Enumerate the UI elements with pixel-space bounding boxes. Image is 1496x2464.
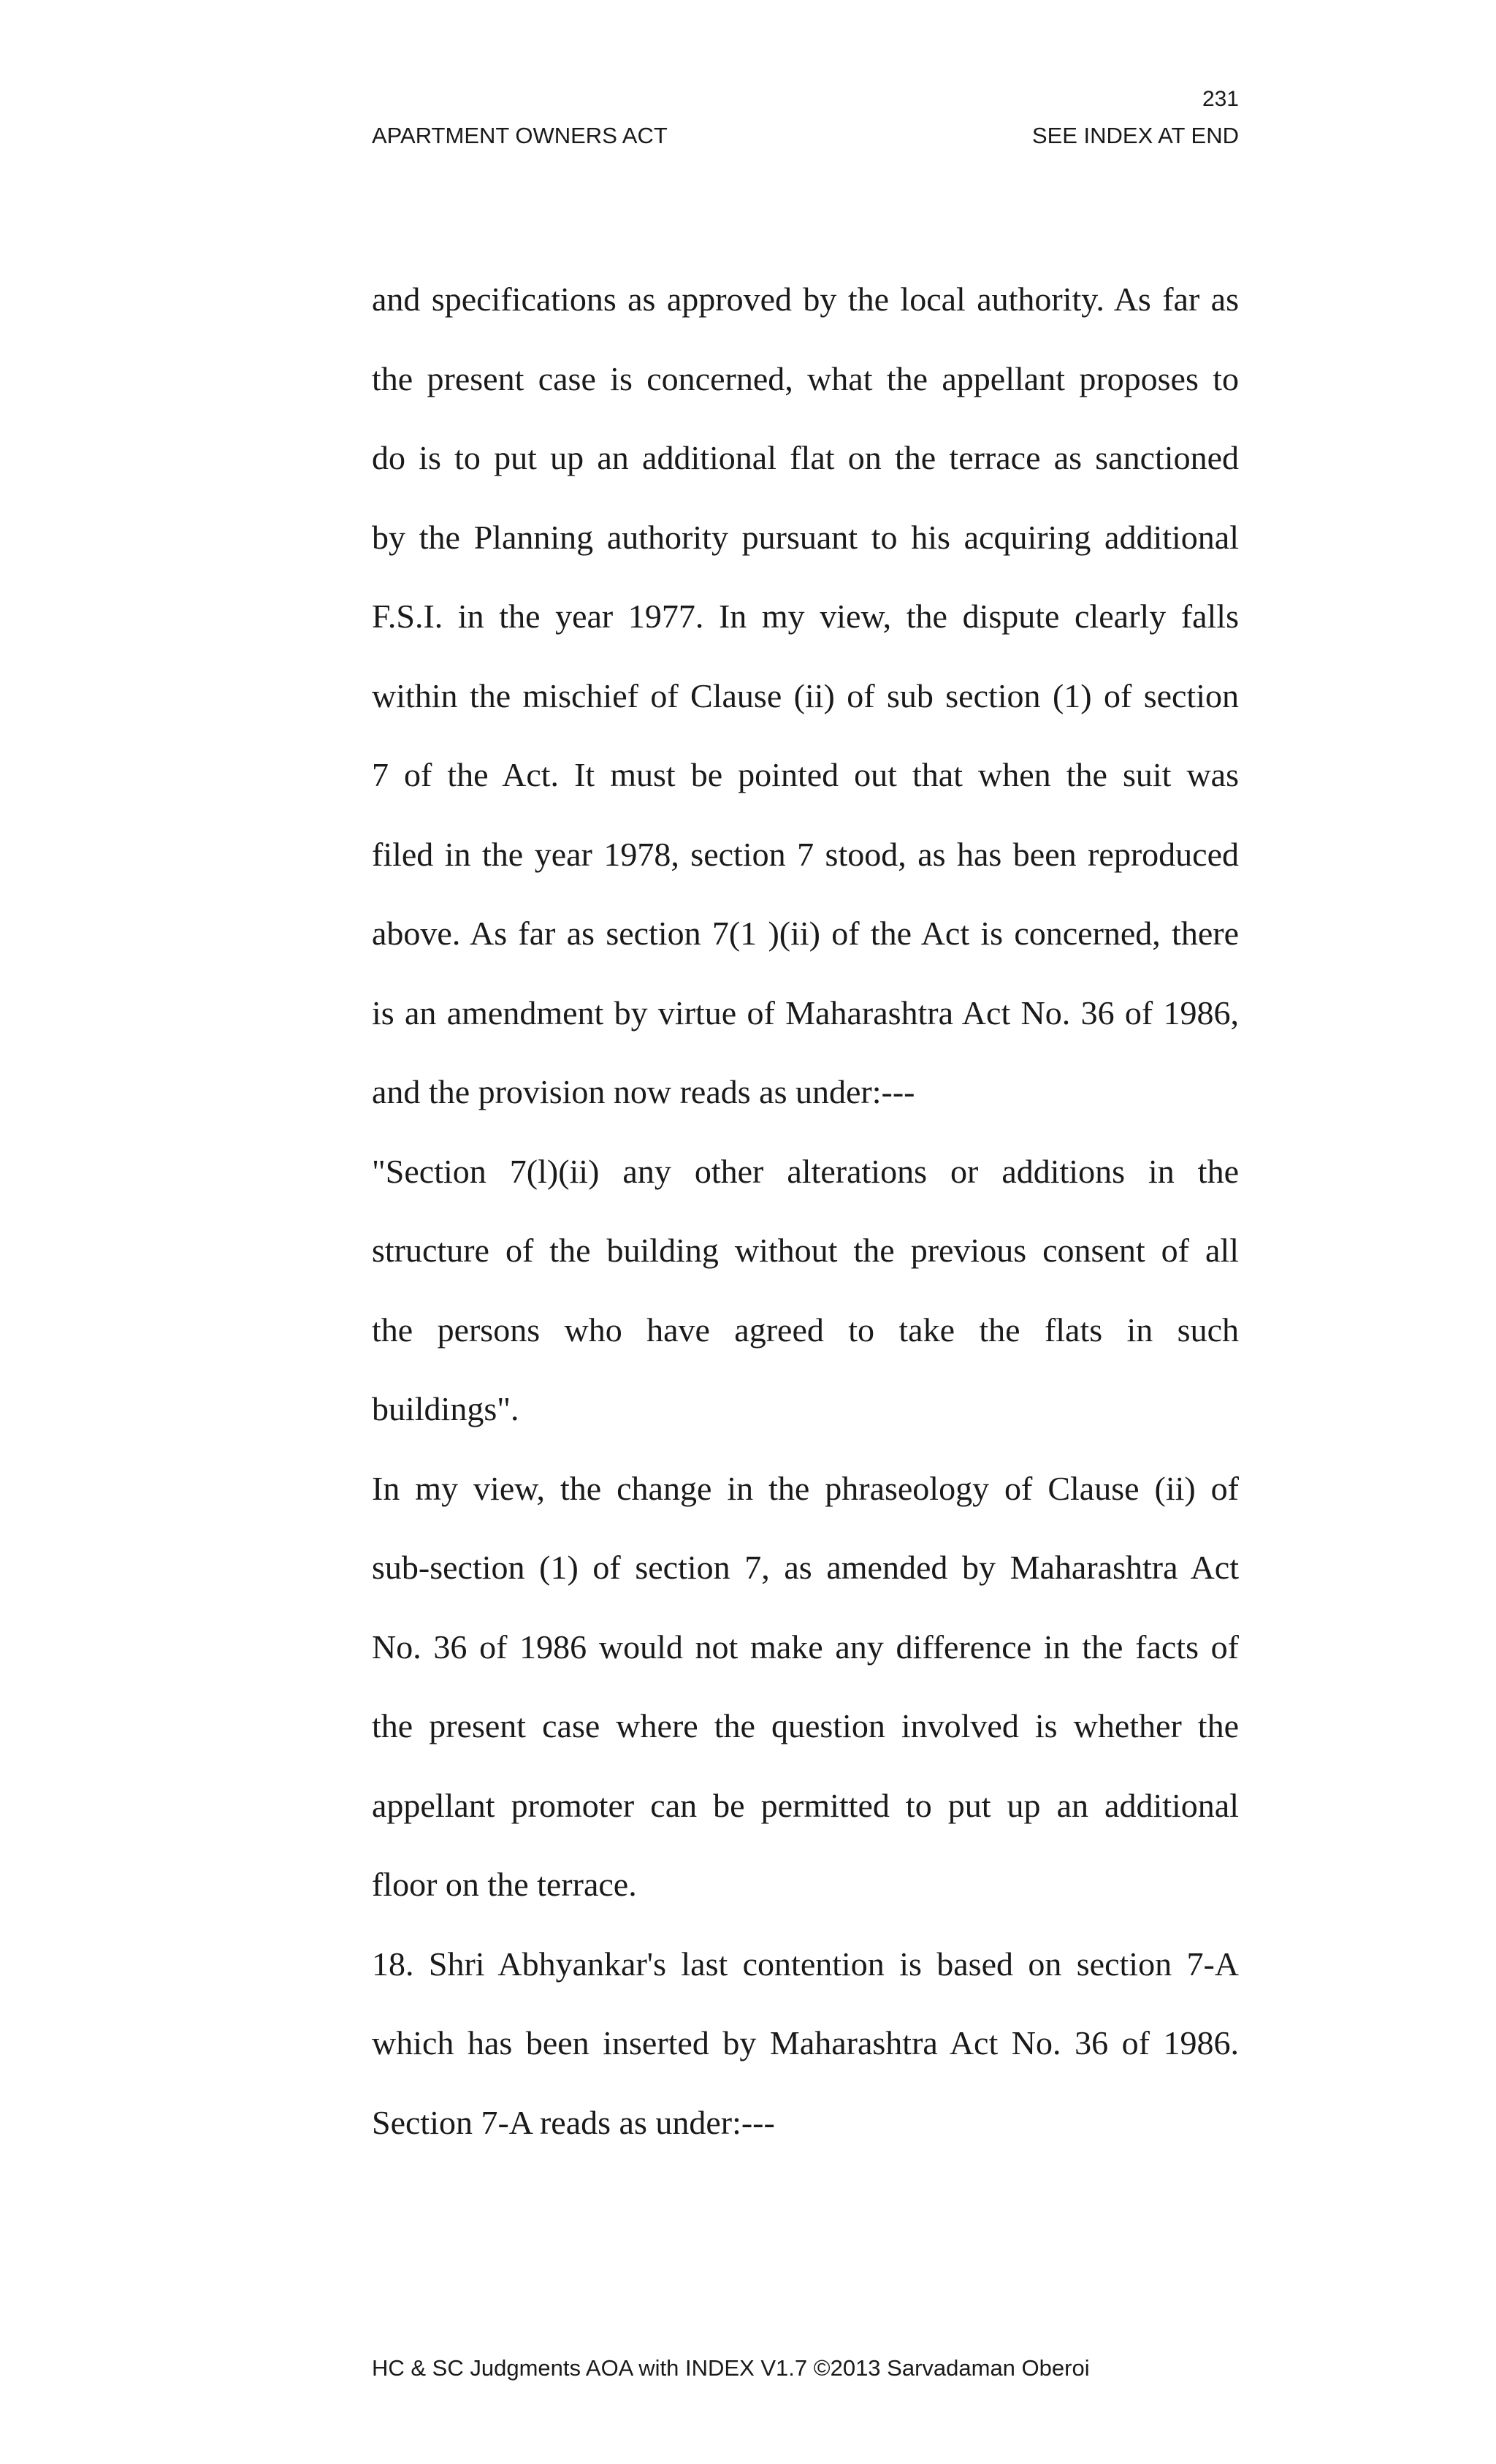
- running-header: [372, 121, 1239, 150]
- judgment-body: [372, 260, 1239, 2162]
- text-line: within the mischief of Clause (ii) of sub section (1) of section: [372, 676, 1239, 714]
- text-line: filed in the year 1978, section 7 stood, as has been reproduced: [372, 835, 1239, 873]
- text-line: 7 of the Act. It must be pointed out that when the suit was: [372, 756, 1239, 793]
- text-line: by the Planning authority pursuant to his acquiring additional: [372, 518, 1239, 556]
- text-line: do is to put up an additional flat on the terrace as sanctioned: [372, 439, 1239, 476]
- text-line: floor on the terrace.: [372, 1866, 637, 1903]
- text-line: and specifications as approved by the local authority. As far as: [372, 281, 1239, 318]
- page-footer: HC & SC Judgments AOA with INDEX V1.7 ©2013 Sarvadaman Oberoi: [372, 2355, 1090, 2381]
- text-line: appellant promoter can be permitted to put up an additional: [372, 1786, 1239, 1824]
- text-line: sub-section (1) of section 7, as amended by Maharashtra Act: [372, 1549, 1239, 1586]
- text-line: buildings".: [372, 1390, 519, 1427]
- text-line: "Section 7(l)(ii) any other alterations or additions in the: [372, 1152, 1239, 1190]
- text-line: which has been inserted by Maharashtra Act No. 36 of 1986.: [372, 2024, 1239, 2061]
- text-line: F.S.I. in the year 1977. In my view, the dispute clearly falls: [372, 598, 1239, 635]
- text-line: the present case where the question involved is whether the: [372, 1707, 1239, 1744]
- page-number: 231: [1202, 87, 1239, 111]
- header-title: APARTMENT OWNERS ACT: [372, 123, 668, 148]
- paragraph-continuation: [372, 260, 1239, 1132]
- text-line: the present case is concerned, what the appellant proposes to: [372, 359, 1239, 397]
- text-line: Section 7-A reads as under:---: [372, 2103, 775, 2141]
- text-line: above. As far as section 7(1 )(ii) of the Act is concerned, there: [372, 915, 1239, 952]
- text-line: No. 36 of 1986 would not make any difference in the facts of: [372, 1628, 1239, 1666]
- text-line: 18. Shri Abhyankar's last contention is based on section 7-A: [372, 1945, 1239, 1983]
- text-line: In my view, the change in the phraseology of Clause (ii) of: [372, 1469, 1239, 1507]
- header-index-note: SEE INDEX AT END: [1031, 123, 1239, 148]
- text-line: structure of the building without the previous consent of all: [372, 1232, 1239, 1269]
- paragraph-18: [372, 1925, 1239, 2163]
- text-line: and the provision now reads as under:---: [372, 1073, 915, 1110]
- text-line: is an amendment by virtue of Maharashtra Act No. 36 of 1986,: [372, 993, 1239, 1031]
- quoted-provision: [372, 1132, 1239, 1449]
- text-line: the persons who have agreed to take the flats in such: [372, 1311, 1239, 1349]
- paragraph-analysis: [372, 1449, 1239, 1925]
